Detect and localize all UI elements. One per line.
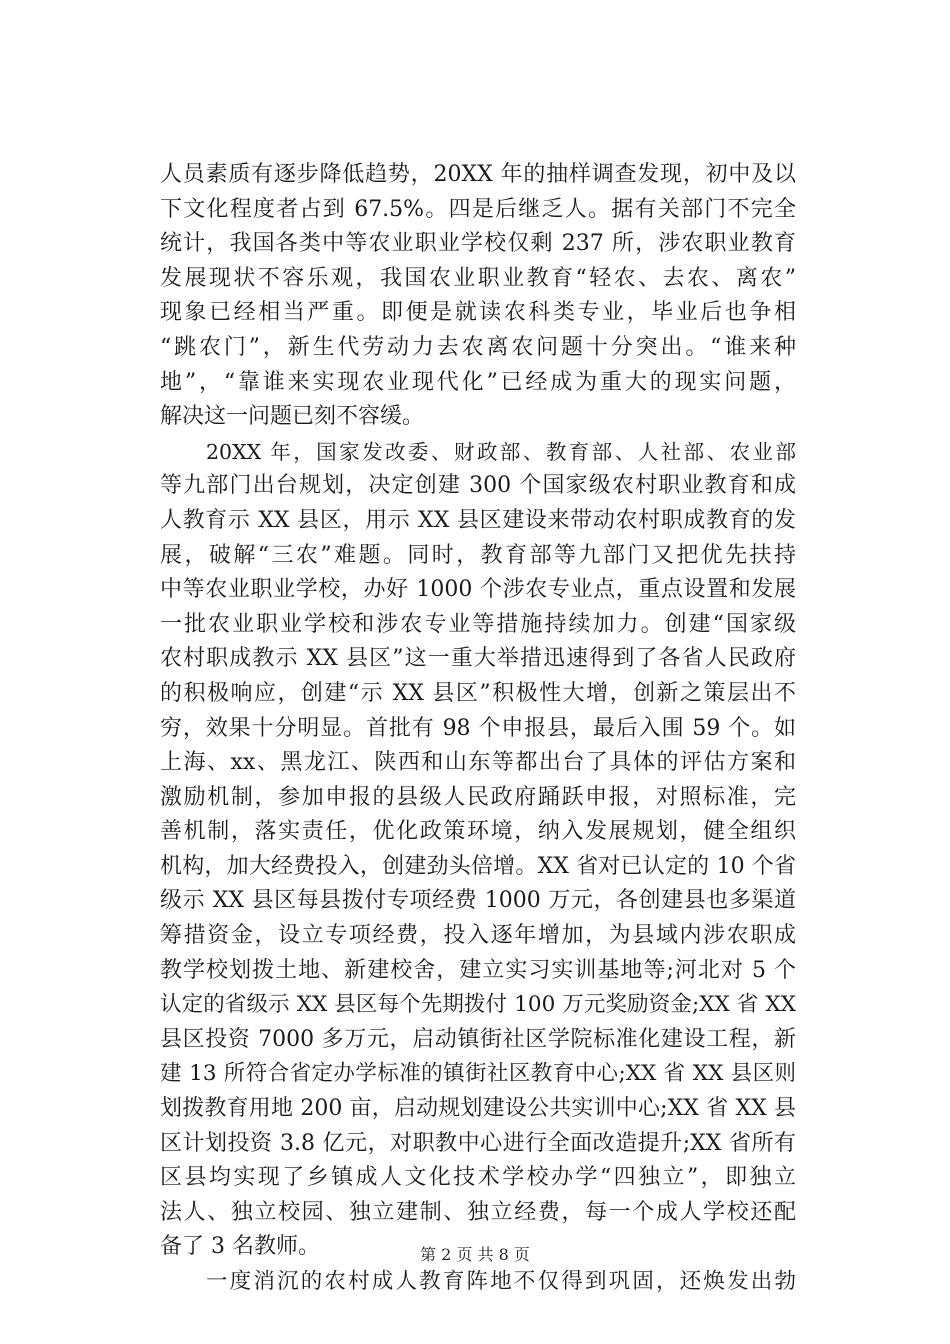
text-line: 筹措资金，设立专项经费，投入逐年增加，为县域内涉农职成 [160,923,796,949]
text-line: 区计划投资 3.8 亿元，对职教中心进行全面改造提升;XX 省所有 [160,1130,796,1156]
text-line: 县区投资 7000 多万元，启动镇街社区学院标准化建设工程，新 [160,1026,796,1052]
text-line: 备了 3 名教师。 [160,1234,320,1260]
paragraph-first-line: 一度消沉的农村成人教育阵地不仅得到巩固，还焕发出勃 [206,1269,796,1294]
text-line: 法人、独立校园、独立建制、独立经费，每一个成人学校还配 [160,1199,796,1225]
text-line: 机构，加大经费投入，创建劲头倍增。XX 省对已认定的 10 个省 [160,853,796,879]
paragraph-first-line: 20XX 年，国家发改委、财政部、教育部、人社部、农业部 [206,439,796,464]
text-line: 激励机制，参加申报的县级人民政府踊跃申报，对照标准，完 [160,784,796,810]
text-line: 解决这一问题已刻不容缓。 [160,404,425,430]
text-line: 下文化程度者占到 67.5%。四是后继乏人。据有关部门不完全 [160,196,796,222]
text-line: 地”，“靠谁来实现农业现代化”已经成为重大的现实问题， [160,369,796,395]
text-line: 人教育示 XX 县区，用示 XX 县区建设来带动农村职成教育的发 [160,507,796,533]
text-line: 农村职成教示 XX 县区”这一重大举措迅速得到了各省人民政府 [160,646,796,672]
text-line: “跳农门”，新生代劳动力去农离农问题十分突出。“谁来种 [160,334,796,360]
page-number-footer: 第 2 页 共 8 页 [420,1245,530,1264]
text-line: 等九部门出台规划，决定创建 300 个国家级农村职业教育和成 [160,473,796,499]
text-line: 级示 XX 县区每县拨付专项经费 1000 万元，各创建县也多渠道 [160,888,796,914]
text-line: 人员素质有逐步降低趋势，20XX 年的抽样调查发现，初中及以 [160,162,796,187]
text-line: 区县均实现了乡镇成人文化技术学校办学“四独立”，即独立 [160,1165,796,1191]
text-line: 上海、xx、黑龙江、陕西和山东等都出台了具体的评估方案和 [160,750,796,776]
text-line: 认定的省级示 XX 县区每个先期拨付 100 万元奖励资金;XX 省 XX [160,992,796,1018]
text-line: 划拨教育用地 200 亩，启动规划建设公共实训中心;XX 省 XX 县 [160,1096,796,1122]
text-line: 教学校划拨土地、新建校舍，建立实习实训基地等;河北对 5 个 [160,957,796,983]
text-line: 建 13 所符合省定办学标准的镇街社区教育中心;XX 省 XX 县区则 [160,1061,796,1087]
text-line: 善机制，落实责任，优化政策环境，纳入发展规划，健全组织 [160,819,796,845]
text-line: 穷，效果十分明显。首批有 98 个申报县，最后入围 59 个。如 [160,715,796,741]
text-line: 统计，我国各类中等农业职业学校仅剩 237 所，涉农职业教育 [160,231,796,257]
text-line: 中等农业职业学校，办好 1000 个涉农专业点，重点设置和发展 [160,577,796,603]
text-line: 展，破解“三农”难题。同时，教育部等九部门又把优先扶持 [160,542,796,568]
text-line: 现象已经相当严重。即便是就读农科类专业，毕业后也争相 [160,300,796,326]
text-line: 的积极响应，创建“示 XX 县区”积极性大增，创新之策层出不 [160,680,796,706]
text-line: 一批农业职业学校和涉农专业等措施持续加力。创建“国家级 [160,611,796,637]
document-body [160,158,796,1300]
text-line: 发展现状不容乐观，我国农业职业教育“轻农、去农、离农” [160,265,796,291]
